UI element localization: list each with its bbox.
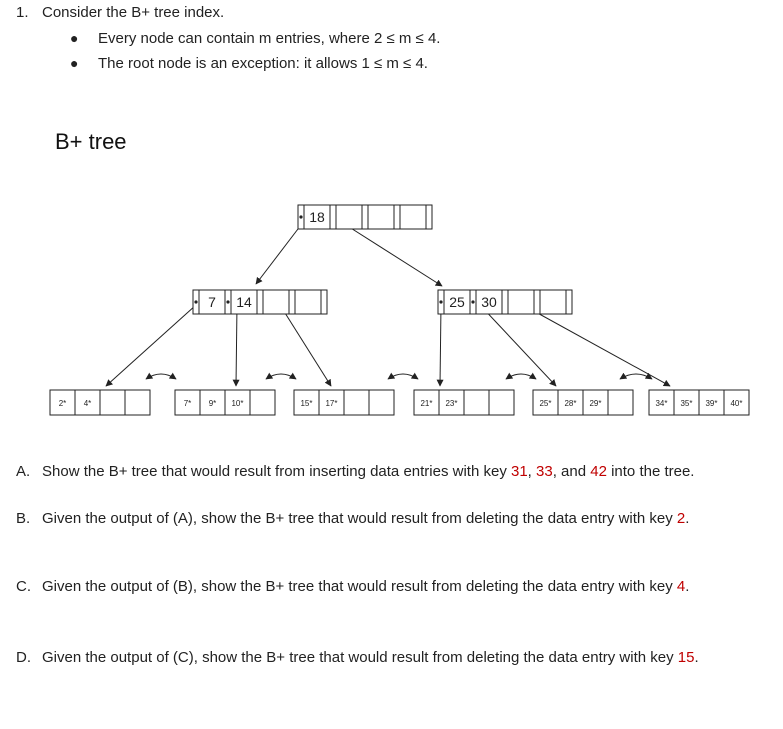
node-key: 7 (208, 294, 216, 310)
leaf-entry: 39* (705, 399, 718, 408)
question-title (16, 4, 224, 21)
leaf-node (175, 390, 275, 415)
key-33: 33 (536, 463, 553, 480)
question-text: Consider the B+ tree index. (42, 4, 225, 21)
subquestion-letter: C. (16, 578, 31, 595)
pointer-slot (426, 205, 432, 229)
bullet-item (70, 30, 440, 47)
sibling-link-arrow (506, 374, 536, 379)
leaf-node (533, 390, 633, 415)
node-key: 25 (449, 294, 465, 310)
pointer-slot (330, 205, 336, 229)
key-slot (400, 205, 426, 229)
subquestion-text-end: . (685, 510, 690, 527)
leaf-node (414, 390, 514, 415)
leaf-slot (125, 390, 150, 415)
leaf-entry: 40* (730, 399, 743, 408)
tree-edges (106, 225, 670, 386)
leaf-entry: 29* (589, 399, 602, 408)
leaf-entry: 2* (58, 399, 67, 408)
tree-pointer-arrow (256, 225, 301, 284)
leaf-entry: 28* (564, 399, 577, 408)
key-2: 2 (676, 510, 686, 527)
internal-node-right (438, 290, 572, 314)
leaf-entry: 23* (445, 399, 458, 408)
subquestion-text: Show the B+ tree that would result from inserting data entries with key (42, 463, 511, 480)
leaf-entry: 15* (300, 399, 313, 408)
leaf-node (294, 390, 394, 415)
pointer-slot (362, 205, 368, 229)
subquestion-letter: A. (16, 463, 31, 480)
leaf-slot (608, 390, 633, 415)
subquestion-a (16, 463, 694, 480)
subquestion-b (16, 510, 689, 527)
leaf-slot (489, 390, 514, 415)
subquestion-text: Given the output of (C), show the B+ tree that would result from deleting the data entry with key (42, 649, 678, 666)
subquestion-text: Given the output of (A), show the B+ tree that would result from deleting the data entry with key (42, 510, 677, 527)
key-slot (295, 290, 321, 314)
pointer-slot (566, 290, 572, 314)
sibling-link-arrow (388, 374, 418, 379)
key-slot (368, 205, 394, 229)
sibling-link-arrow (146, 374, 176, 379)
key-slot (336, 205, 362, 229)
key-4: 4 (676, 578, 686, 595)
bullet-text: Every node can contain m entries, where 2 ≤ m ≤ 4. (98, 30, 441, 47)
leaf-slot (344, 390, 369, 415)
subquestion-c (16, 578, 689, 595)
node-key: 18 (309, 209, 325, 225)
node-key: 30 (481, 294, 497, 310)
key-slot (263, 290, 289, 314)
pointer-dot (439, 300, 442, 303)
leaf-entry: 25* (539, 399, 552, 408)
subquestion-letter: B. (16, 510, 31, 527)
tree-pointer-arrow (236, 305, 237, 386)
question-number: 1. (16, 4, 29, 21)
pointer-dot (299, 215, 302, 218)
internal-node-left (193, 290, 327, 314)
leaf-entry: 34* (655, 399, 668, 408)
leaf-slot (250, 390, 275, 415)
leaf-node (649, 390, 749, 415)
pointer-slot (289, 290, 295, 314)
leaf-entry: 7* (183, 399, 192, 408)
pointer-slot (257, 290, 263, 314)
tree-pointer-arrow (106, 305, 196, 386)
pointer-dot (471, 300, 474, 303)
tree-pointer-arrow (440, 305, 441, 386)
subquestion-text-end: into the tree. (606, 463, 695, 480)
leaf-entry: 17* (325, 399, 338, 408)
leaf-entry: 10* (231, 399, 244, 408)
sibling-link-arrow (620, 374, 652, 379)
pointer-dot (194, 300, 197, 303)
tree-pointer-arrow (280, 305, 331, 386)
sibling-link-arrow (266, 374, 296, 379)
pointer-slot (534, 290, 540, 314)
key-slot (540, 290, 566, 314)
bullet-dot-icon: ● (70, 55, 79, 71)
leaf-entry: 21* (420, 399, 433, 408)
key-slot (508, 290, 534, 314)
tree-title: B+ tree (55, 129, 127, 154)
bullet-text: The root node is an exception: it allows 1 ≤ m ≤ 4. (98, 55, 428, 72)
leaf-slot (100, 390, 125, 415)
leaf-entry: 9* (208, 399, 217, 408)
leaf-entry: 4* (83, 399, 92, 408)
subquestion-d (16, 649, 699, 666)
key-42: 42 (590, 463, 607, 480)
leaf-slot (464, 390, 489, 415)
separator: , (527, 463, 537, 480)
root-node (298, 205, 432, 229)
leaf-node (50, 390, 150, 415)
tree-pointer-arrow (346, 225, 442, 286)
bullet-dot-icon: ● (70, 30, 79, 46)
node-key: 14 (236, 294, 252, 310)
pointer-slot (394, 205, 400, 229)
key-15: 15 (677, 649, 695, 666)
separator: , and (552, 463, 591, 480)
pointer-slot (321, 290, 327, 314)
pointer-slot (502, 290, 508, 314)
pointer-dot (226, 300, 229, 303)
tree-nodes (50, 205, 749, 415)
bplus-tree-diagram (0, 195, 783, 425)
leaf-entry: 35* (680, 399, 693, 408)
key-31: 31 (510, 463, 528, 480)
bullet-item (70, 55, 428, 72)
subquestion-text-end: . (694, 649, 699, 666)
subquestion-letter: D. (16, 649, 31, 666)
subquestion-text: Given the output of (B), show the B+ tree that would result from deleting the data entry with key (42, 578, 677, 595)
subquestion-text-end: . (685, 578, 690, 595)
leaf-slot (369, 390, 394, 415)
